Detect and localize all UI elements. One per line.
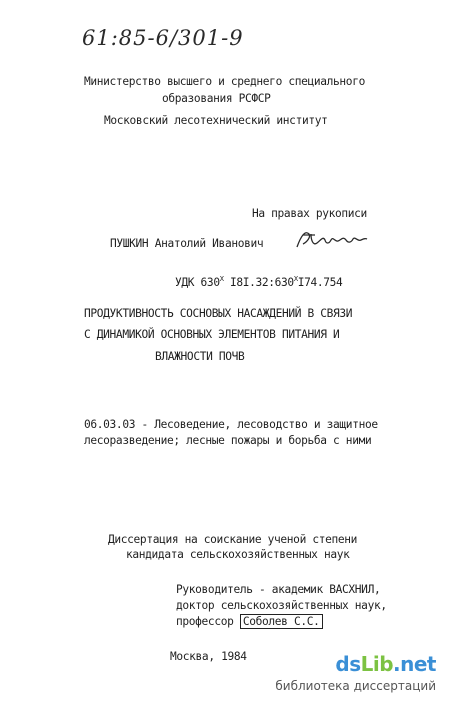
udc-suffix: I74.754 xyxy=(297,276,343,289)
author-signature xyxy=(293,228,369,252)
ministry-line: Министерство высшего и среднего специального xyxy=(84,75,365,88)
supervisor-title: профессор xyxy=(176,615,240,628)
degree-line-1: Диссертация на соискание ученой степени xyxy=(108,533,358,546)
udc-superscript-1: Х xyxy=(219,275,224,283)
degree-line-2: кандидата сельскохозяйственных наук xyxy=(126,548,350,561)
watermark-lib: Lib xyxy=(360,652,394,676)
dissertation-title-line-1: ПРОДУКТИВНОСТЬ СОСНОВЫХ НАСАЖДЕНИЙ В СВЯЗИ xyxy=(84,307,353,320)
watermark-net: .net xyxy=(393,652,436,676)
supervisor-name: Соболев С.С. xyxy=(240,614,323,629)
place-and-year: Москва, 1984 xyxy=(170,650,247,663)
dslib-watermark-logo xyxy=(335,652,436,676)
watermark-subtitle: библиотека диссертаций xyxy=(275,679,436,693)
handwritten-catalog-number: 61:85-6/301-9 xyxy=(82,26,244,50)
specialty-line-2: лесоразведение; лесные пожары и борьба с ними xyxy=(84,434,372,447)
supervisor-line-1: Руководитель - академик ВАСХНИЛ, xyxy=(176,583,381,596)
watermark-ds: ds xyxy=(335,652,361,676)
manuscript-rights: На правах рукописи xyxy=(252,207,367,220)
institute-name: Московский лесотехнический институт xyxy=(104,114,328,127)
udc-superscript-2: Х xyxy=(293,275,298,283)
supervisor-line-2: доктор сельскохозяйственных наук, xyxy=(176,599,387,612)
supervisor-line-3 xyxy=(176,615,323,629)
udc-prefix: УДК 630 xyxy=(175,276,220,289)
ministry-line-2: образования РСФСР xyxy=(162,92,271,105)
udc-code xyxy=(175,272,342,290)
specialty-line-1: 06.03.03 - Лесоведение, лесоводство и защитное xyxy=(84,418,378,431)
dissertation-title-line-2: С ДИНАМИКОЙ ОСНОВНЫХ ЭЛЕМЕНТОВ ПИТАНИЯ И xyxy=(84,328,340,341)
dissertation-title-line-3: ВЛАЖНОСТИ ПОЧВ xyxy=(155,350,245,363)
author-name: ПУШКИН Анатолий Иванович xyxy=(110,237,264,250)
udc-middle: I8I.32:630 xyxy=(223,276,294,289)
